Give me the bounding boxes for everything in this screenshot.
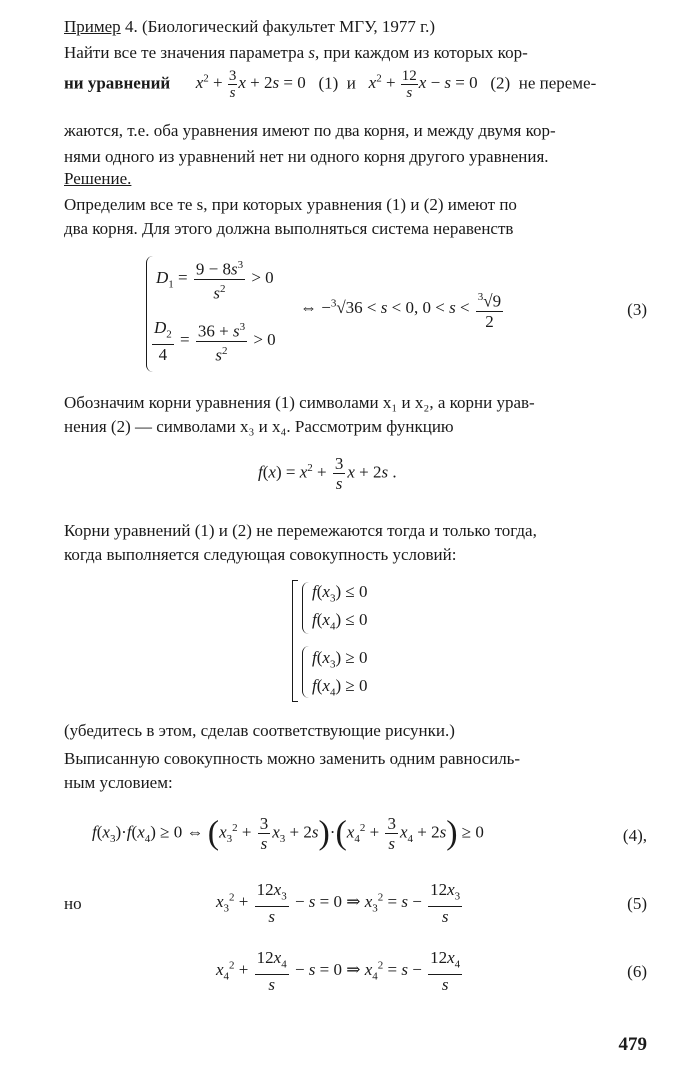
problem-line-2: ни уравнений $x^2$ + $\frac{3}{s}$ x + 2s = 0 (1) и $x^2$ + $\frac{12}{s}$ x − s = 0 (2) не переме- [64,68,597,101]
problem-line-1: Найти все те значения параметра s, при каждом из которых кор- [64,43,528,62]
equation-1: $x^2$ + $\frac{3}{s}$ x + 2s = 0 [195,68,306,101]
condition-2: $f(x_4) \le 0$ [312,610,368,633]
inequality-d1: $D_1$ = $\frac{9 - 8s^3}{s^2}$ > 0 [156,256,274,302]
equation-6-label: (6) [627,962,647,981]
system-3-result: ⇔ −$^3$√36 < s < 0, 0 < s < $\frac{^3√9}{2}$ [300,288,505,331]
example-header [64,14,648,39]
solution-title: Решение. [64,169,132,188]
but-word: но [64,894,82,913]
equation-6: $x_4^2$ + $\frac{12x_4}{s}$ − s = 0 ⇒ $x_4^2 = s$ − $\frac{12x_4}{s}$ [216,948,461,995]
equation-4: $f(x_3)\cdot f(x_4) \ge 0$ ⇔ ($x_3^2$ + $\frac{3}{s}$ $x_3 + 2s)\cdot(x_4^2$ + $\frac{3}{s}$ $x_4 + 2s) \ge 0$ [92,814,484,853]
page-number: 479 [618,1034,647,1055]
conditions-brace-2 [302,646,309,698]
equation-4-label: (4), [622,826,647,845]
condition-4: $f(x_4) \ge 0$ [312,676,368,699]
condition-3: $f(x_3) \ge 0$ [312,648,368,671]
equation-2: $x^2$ + $\frac{12}{s}$ x − s = 0 [368,68,478,101]
solution-p5-line2: ным условием: [64,773,173,792]
inequality-d2: $\frac{D_2}{4}$ = $\frac{36 + s^3}{s^2}$ > 0 [154,318,276,365]
example-word: Пример [64,17,121,36]
equation-3-label: (3) [627,300,647,319]
solution-p1-line2: два корня. Для этого должна выполняться система неравенств [64,219,514,238]
problem-line-3: жаются, т.е. оба уравнения имеют по два корня, и между двумя кор- [64,121,556,140]
problem-line-4: нями одного из уравнений нет ни одного корня другого уравнения. [64,147,549,166]
solution-p5-line1: Выписанную совокупность можно заменить одним равносиль- [64,749,521,768]
condition-1: $f(x_3) \le 0$ [312,582,368,605]
solution-p1-line1: Определим все те s, при которых уравнения (1) и (2) имеют по [64,195,517,214]
conditions-bracket [292,580,298,702]
example-source: 4. (Биологический факультет МГУ, 1977 г.) [120,17,436,36]
equation-5: $x_3^2$ + $\frac{12x_3}{s}$ − s = 0 ⇒ $x_3^2 = s$ − $\frac{12x_3}{s}$ [216,880,461,927]
solution-p2-line1: Обозначим корни уравнения (1) символами x₁ и x₂, а корни урав- [64,393,535,412]
solution-p2-line2: нения (2) — символами x₃ и x₄. Рассмотрим функцию [64,417,454,436]
solution-p3-line2: когда выполняется следующая совокупность условий: [64,545,457,564]
function-definition: $f(x) = x^2$ + $\frac{3}{s}$ x + 2s . [258,454,397,493]
equation-5-label: (5) [627,894,647,913]
conditions-brace-1 [302,582,309,634]
solution-p4: (убедитесь в этом, сделав соответствующие рисунки.) [64,721,455,740]
solution-p3-line1: Корни уравнений (1) и (2) не перемежаются тогда и только тогда, [64,521,537,540]
